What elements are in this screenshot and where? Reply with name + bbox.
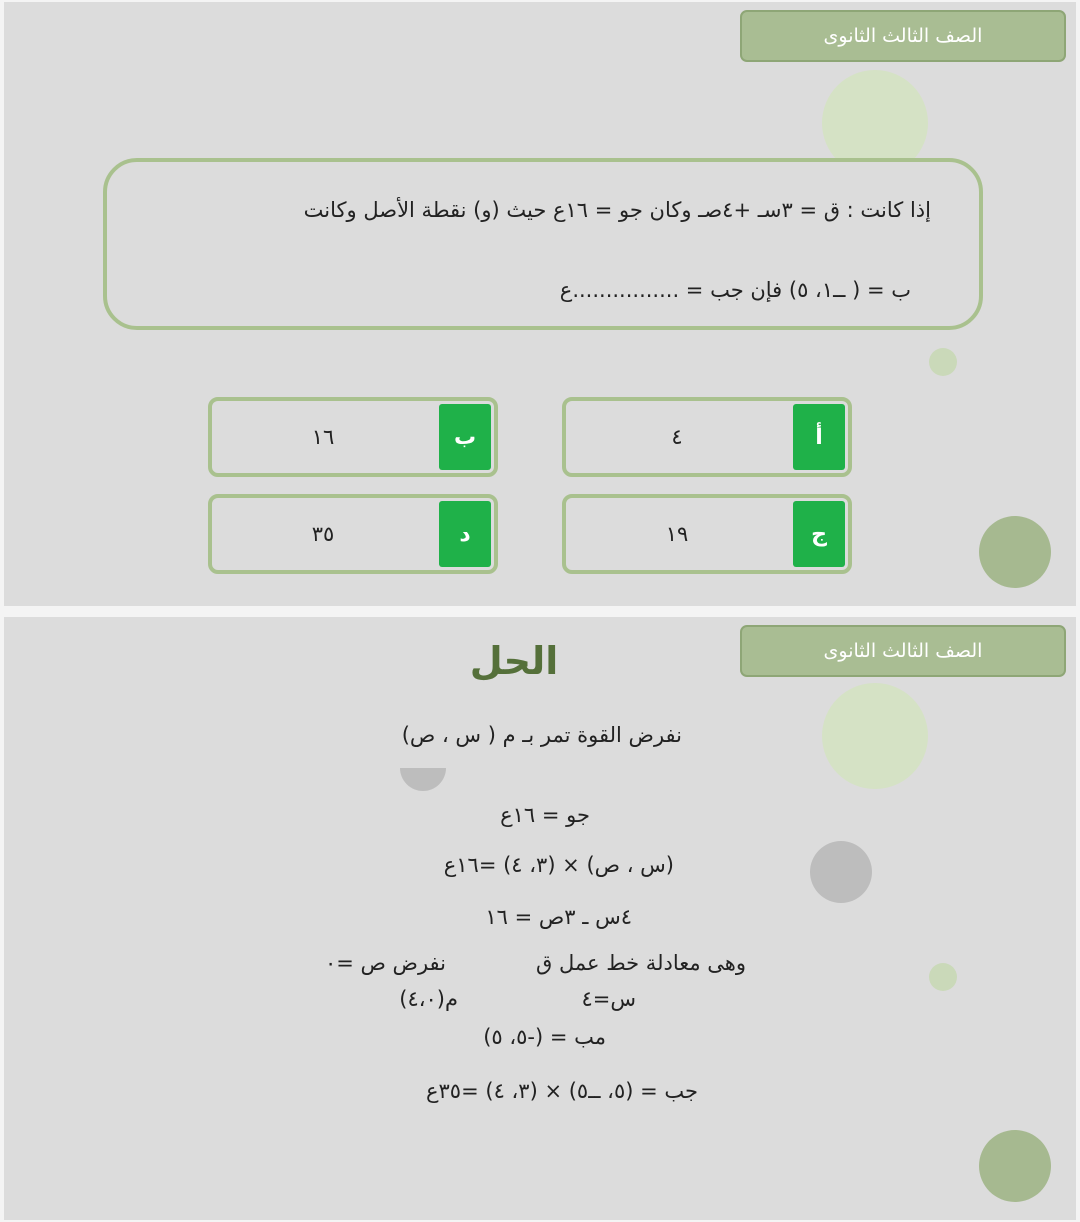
solution-line: م(٤،٠) xyxy=(399,987,458,1011)
option-letter: ب xyxy=(439,404,491,470)
question-line-2: ب = ( ــ١، ٥) فإن جب = ................ع xyxy=(559,278,911,302)
option-value: ٤ xyxy=(671,425,683,449)
decor-circle-small xyxy=(929,963,957,991)
grade-badge: الصف الثالث الثانوى xyxy=(740,10,1066,62)
decor-circle-medium xyxy=(979,516,1051,588)
option-value: ١٦ xyxy=(311,425,335,449)
option-d[interactable] xyxy=(208,494,498,574)
decor-circle-large xyxy=(822,683,928,789)
option-value: ٣٥ xyxy=(311,522,335,546)
option-value: ١٩ xyxy=(665,522,689,546)
question-box xyxy=(103,158,983,330)
decor-circle-gray-half xyxy=(400,745,446,791)
option-letter: ج xyxy=(793,501,845,567)
solution-title: الحل xyxy=(469,639,559,683)
option-letter: أ xyxy=(793,404,845,470)
solution-line: وهى معادلة خط عمل ق xyxy=(536,951,746,975)
decor-circle-medium xyxy=(979,1130,1051,1202)
question-line-1: إذا كانت : ق = ٣سـ +٤صـ وكان جو = ١٦ع حيث (و) نقطة الأصل وكانت xyxy=(303,198,931,222)
option-letter: د xyxy=(439,501,491,567)
solution-line: مب = (-٥، ٥) xyxy=(483,1025,606,1049)
solution-line: ٤س ـ ٣ص = ١٦ xyxy=(485,905,632,929)
option-a[interactable] xyxy=(562,397,852,477)
solution-slide xyxy=(4,617,1076,1220)
solution-line: س=٤ xyxy=(581,987,636,1011)
grade-badge: الصف الثالث الثانوى xyxy=(740,625,1066,677)
option-b[interactable] xyxy=(208,397,498,477)
solution-line: جب = (٥، ــ٥) × (٣، ٤) =٣٥ع xyxy=(426,1079,698,1103)
solution-line: (س ، ص) × (٣، ٤) =١٦ع xyxy=(443,853,674,877)
option-c[interactable] xyxy=(562,494,852,574)
decor-circle-small xyxy=(929,348,957,376)
decor-circle-gray xyxy=(810,841,872,903)
solution-line: نفرض ص =٠ xyxy=(324,951,446,975)
question-slide xyxy=(4,2,1076,606)
solution-line: نفرض القوة تمر بـ م ( س ، ص) xyxy=(401,723,682,747)
solution-line: جو = ١٦ع xyxy=(500,803,590,827)
